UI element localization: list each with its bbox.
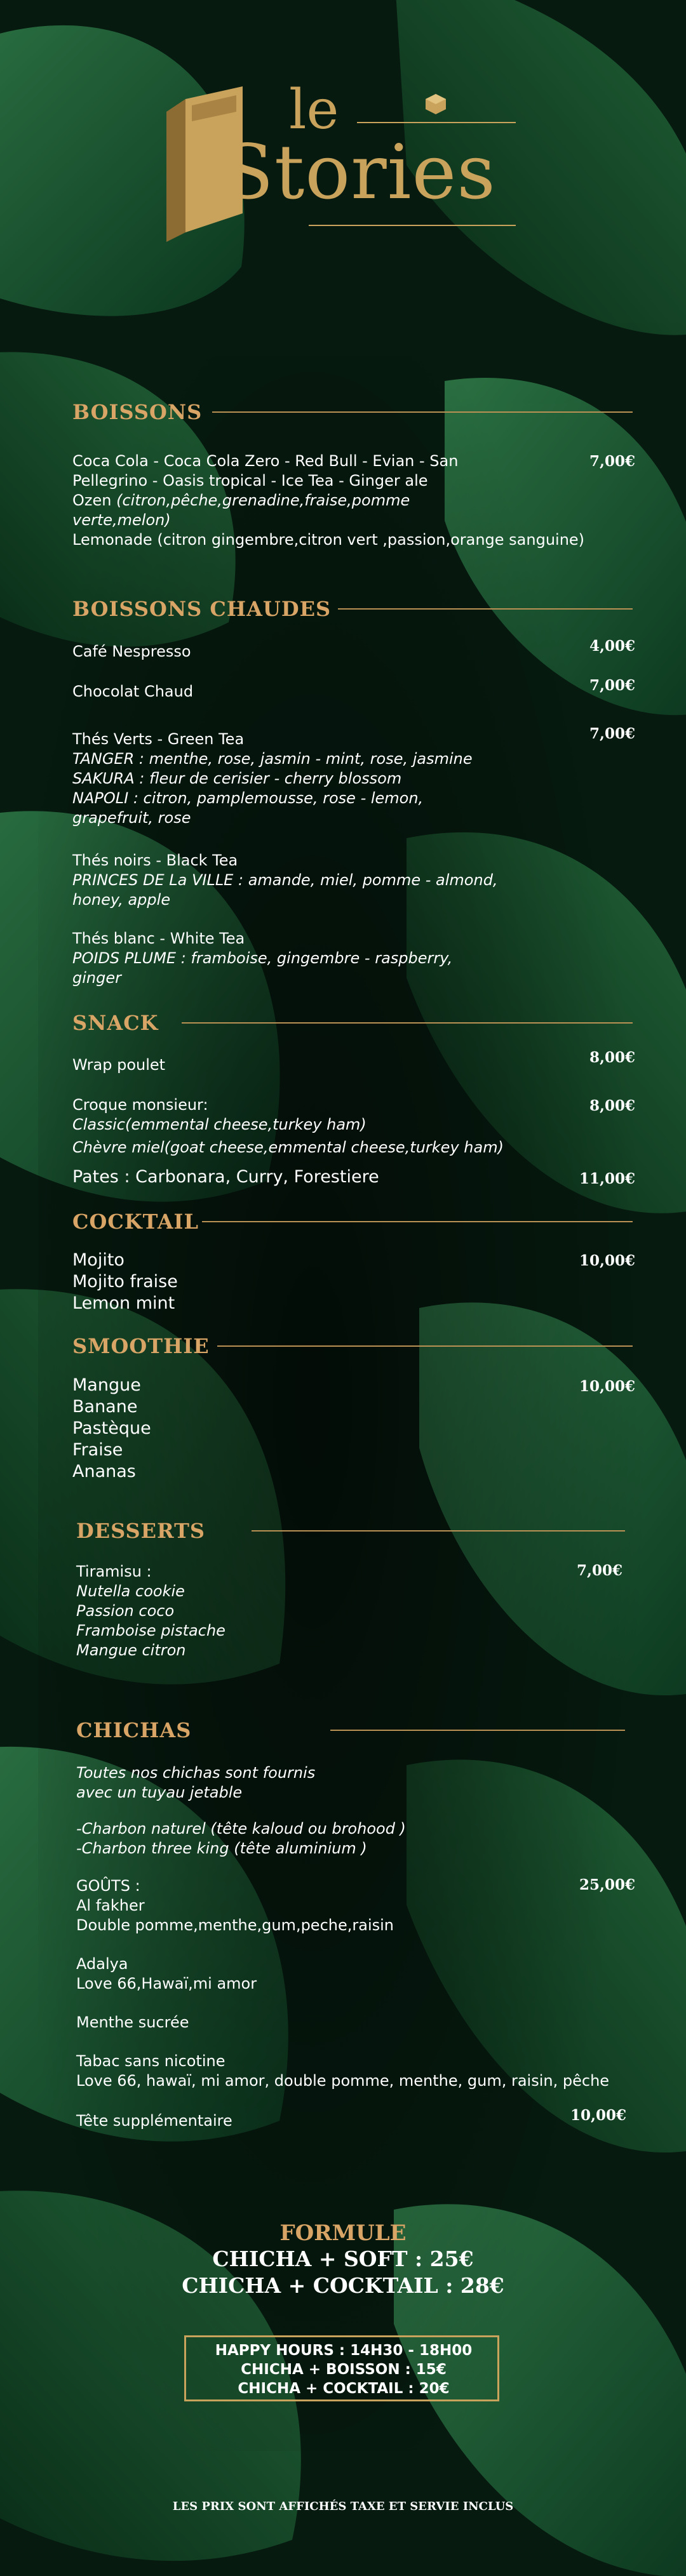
dessert-flavour: Mangue citron bbox=[76, 1641, 186, 1659]
smoothie-price: 10,00€ bbox=[579, 1378, 635, 1395]
cube-icon bbox=[424, 93, 447, 116]
section-title-snack: SNACK bbox=[72, 1011, 159, 1035]
tete-supplementaire-price: 10,00€ bbox=[570, 2107, 626, 2124]
chichas-note-2: avec un tuyau jetable bbox=[76, 1784, 243, 1801]
boissons-line-1: Coca Cola - Coca Cola Zero - Red Bull - Evian - San bbox=[72, 452, 459, 470]
smoothie-item: Fraise bbox=[72, 1440, 123, 1460]
tanger-desc: TANGER : menthe, rose, jasmin - mint, rose, jasmine bbox=[72, 750, 473, 768]
happy-hours-cocktail: CHICHA + COCKTAIL : 20€ bbox=[238, 2380, 450, 2397]
adalya-flavours: Love 66,Hawaï,mi amor bbox=[76, 1975, 257, 1992]
cocktail-price: 10,00€ bbox=[579, 1252, 635, 1269]
ozen-flavours: (citron,pêche,grenadine,fraise,pomme bbox=[116, 491, 410, 509]
princes-desc-1: PRINCES DE La VILLE : amande, miel, pomme - almond, bbox=[72, 871, 498, 889]
chichas-note-1: Toutes nos chichas sont fournis bbox=[76, 1764, 316, 1782]
section-title-chichas: CHICHAS bbox=[76, 1718, 192, 1742]
dessert-flavour: Nutella cookie bbox=[76, 1582, 185, 1600]
napoli-desc-1: NAPOLI : citron, pamplemousse, rose - lemon, bbox=[72, 789, 424, 807]
menthe-sucree: Menthe sucrée bbox=[76, 2013, 189, 2031]
cocktail-item: Mojito fraise bbox=[72, 1272, 178, 1291]
tabac-sans-nicotine: Tabac sans nicotine bbox=[76, 2052, 225, 2070]
section-title-cocktail: COCKTAIL bbox=[72, 1210, 199, 1234]
boissons-price: 7,00€ bbox=[589, 453, 635, 470]
wrap-item: Wrap poulet bbox=[72, 1056, 166, 1074]
formule-title: FORMULE bbox=[279, 2220, 407, 2246]
section-title-boissons-chaudes: BOISSONS CHAUDES bbox=[72, 597, 332, 621]
gouts-label: GOÛTS : bbox=[76, 1877, 140, 1895]
boissons-line-2: Pellegrino - Oasis tropical - Ice Tea - Ginger ale bbox=[72, 472, 428, 490]
croque-price: 8,00€ bbox=[589, 1097, 635, 1114]
charbon-three-king: -Charbon three king (tête aluminium ) bbox=[76, 1839, 367, 1857]
footer-note: LES PRIX SONT AFFICHÉS TAXE ET SERVIE INCLUS bbox=[172, 2500, 514, 2513]
happy-hours-boisson: CHICHA + BOISSON : 15€ bbox=[241, 2361, 447, 2378]
smoothie-item: Banane bbox=[72, 1397, 138, 1417]
dessert-flavour: Passion coco bbox=[76, 1602, 175, 1620]
section-rule-desserts bbox=[252, 1530, 625, 1532]
desserts-price: 7,00€ bbox=[576, 1562, 622, 1579]
happy-hours-time: HAPPY HOURS : 14H30 - 18H00 bbox=[215, 2342, 473, 2359]
nespresso-price: 4,00€ bbox=[589, 637, 635, 655]
alfakher-brand: Al fakher bbox=[76, 1897, 145, 1914]
thes-noirs-item: Thés noirs - Black Tea bbox=[72, 851, 238, 869]
tiramisu-flavours bbox=[76, 1582, 225, 1660]
cocktail-item: Mojito bbox=[72, 1250, 124, 1270]
wrap-price: 8,00€ bbox=[589, 1049, 635, 1066]
croque-classic-desc: Classic(emmental cheese,turkey ham) bbox=[72, 1116, 367, 1133]
princes-desc-2: honey, apple bbox=[72, 891, 171, 909]
logo-rule-top bbox=[357, 122, 516, 123]
section-rule-chichas bbox=[330, 1730, 625, 1731]
tabac-flavours: Love 66, hawaï, mi amor, double pomme, menthe, gum, raisin, pêche bbox=[76, 2072, 610, 2090]
formule-soft: CHICHA + SOFT : 25€ bbox=[212, 2246, 474, 2271]
charbon-naturel: -Charbon naturel (tête kaloud ou brohood ) bbox=[76, 1820, 406, 1838]
napoli-desc-2: grapefruit, rose bbox=[72, 809, 191, 827]
tiramisu-item: Tiramisu : bbox=[76, 1563, 152, 1580]
cocktail-item: Lemon mint bbox=[72, 1293, 175, 1313]
smoothie-item: Ananas bbox=[72, 1462, 136, 1481]
section-title-smoothie: SMOOTHIE bbox=[72, 1334, 210, 1358]
pates-price: 11,00€ bbox=[579, 1170, 635, 1187]
logo-rule-bottom bbox=[309, 225, 516, 226]
thes-verts-item: Thés Verts - Green Tea bbox=[72, 730, 245, 748]
croque-item: Croque monsieur: bbox=[72, 1096, 208, 1114]
le-stories-logo bbox=[152, 78, 534, 248]
nespresso-item: Café Nespresso bbox=[72, 643, 191, 660]
tete-supplementaire: Tête supplémentaire bbox=[76, 2112, 232, 2130]
boissons-line-5: Lemonade (citron gingembre,citron vert ,passion,orange sanguine) bbox=[72, 531, 585, 549]
smoothie-item: Mangue bbox=[72, 1375, 141, 1395]
chocolat-item: Chocolat Chaud bbox=[72, 683, 194, 700]
poids-plume-desc-1: POIDS PLUME : framboise, gingembre - raspberry, bbox=[72, 949, 453, 967]
smoothie-list bbox=[72, 1375, 151, 1483]
section-title-boissons: BOISSONS bbox=[72, 400, 203, 424]
alfakher-flavours: Double pomme,menthe,gum,peche,raisin bbox=[76, 1916, 394, 1934]
chicha-price: 25,00€ bbox=[579, 1876, 635, 1893]
section-rule-boissons bbox=[212, 411, 633, 413]
section-rule-boissons-chaudes bbox=[338, 608, 633, 610]
boissons-line-4: verte,melon) bbox=[72, 511, 171, 529]
formule-cocktail: CHICHA + COCKTAIL : 28€ bbox=[182, 2273, 504, 2298]
happy-hours-box bbox=[184, 2335, 499, 2401]
ozen-label: Ozen bbox=[72, 491, 117, 509]
croque-chevre-desc: Chèvre miel(goat cheese,emmental cheese,turkey ham) bbox=[72, 1138, 504, 1156]
thes-verts-price: 7,00€ bbox=[589, 725, 635, 742]
dessert-flavour: Framboise pistache bbox=[76, 1622, 225, 1639]
smoothie-item: Pastèque bbox=[72, 1418, 151, 1438]
sakura-desc: SAKURA : fleur de cerisier - cherry blossom bbox=[72, 770, 402, 787]
cocktail-list bbox=[72, 1250, 178, 1314]
logo-le-text: le bbox=[289, 78, 339, 142]
section-rule-cocktail bbox=[202, 1221, 633, 1222]
adalya-brand: Adalya bbox=[76, 1955, 128, 1973]
boissons-line-3 bbox=[72, 491, 410, 511]
section-rule-smoothie bbox=[217, 1345, 633, 1347]
thes-blanc-item: Thés blanc - White Tea bbox=[72, 930, 245, 947]
section-rule-snack bbox=[182, 1022, 633, 1024]
logo-stories-text: Stories bbox=[222, 128, 496, 216]
pates-item: Pates : Carbonara, Curry, Forestiere bbox=[72, 1167, 379, 1187]
section-title-desserts: DESSERTS bbox=[76, 1519, 205, 1543]
chocolat-price: 7,00€ bbox=[589, 677, 635, 694]
poids-plume-desc-2: ginger bbox=[72, 969, 121, 987]
